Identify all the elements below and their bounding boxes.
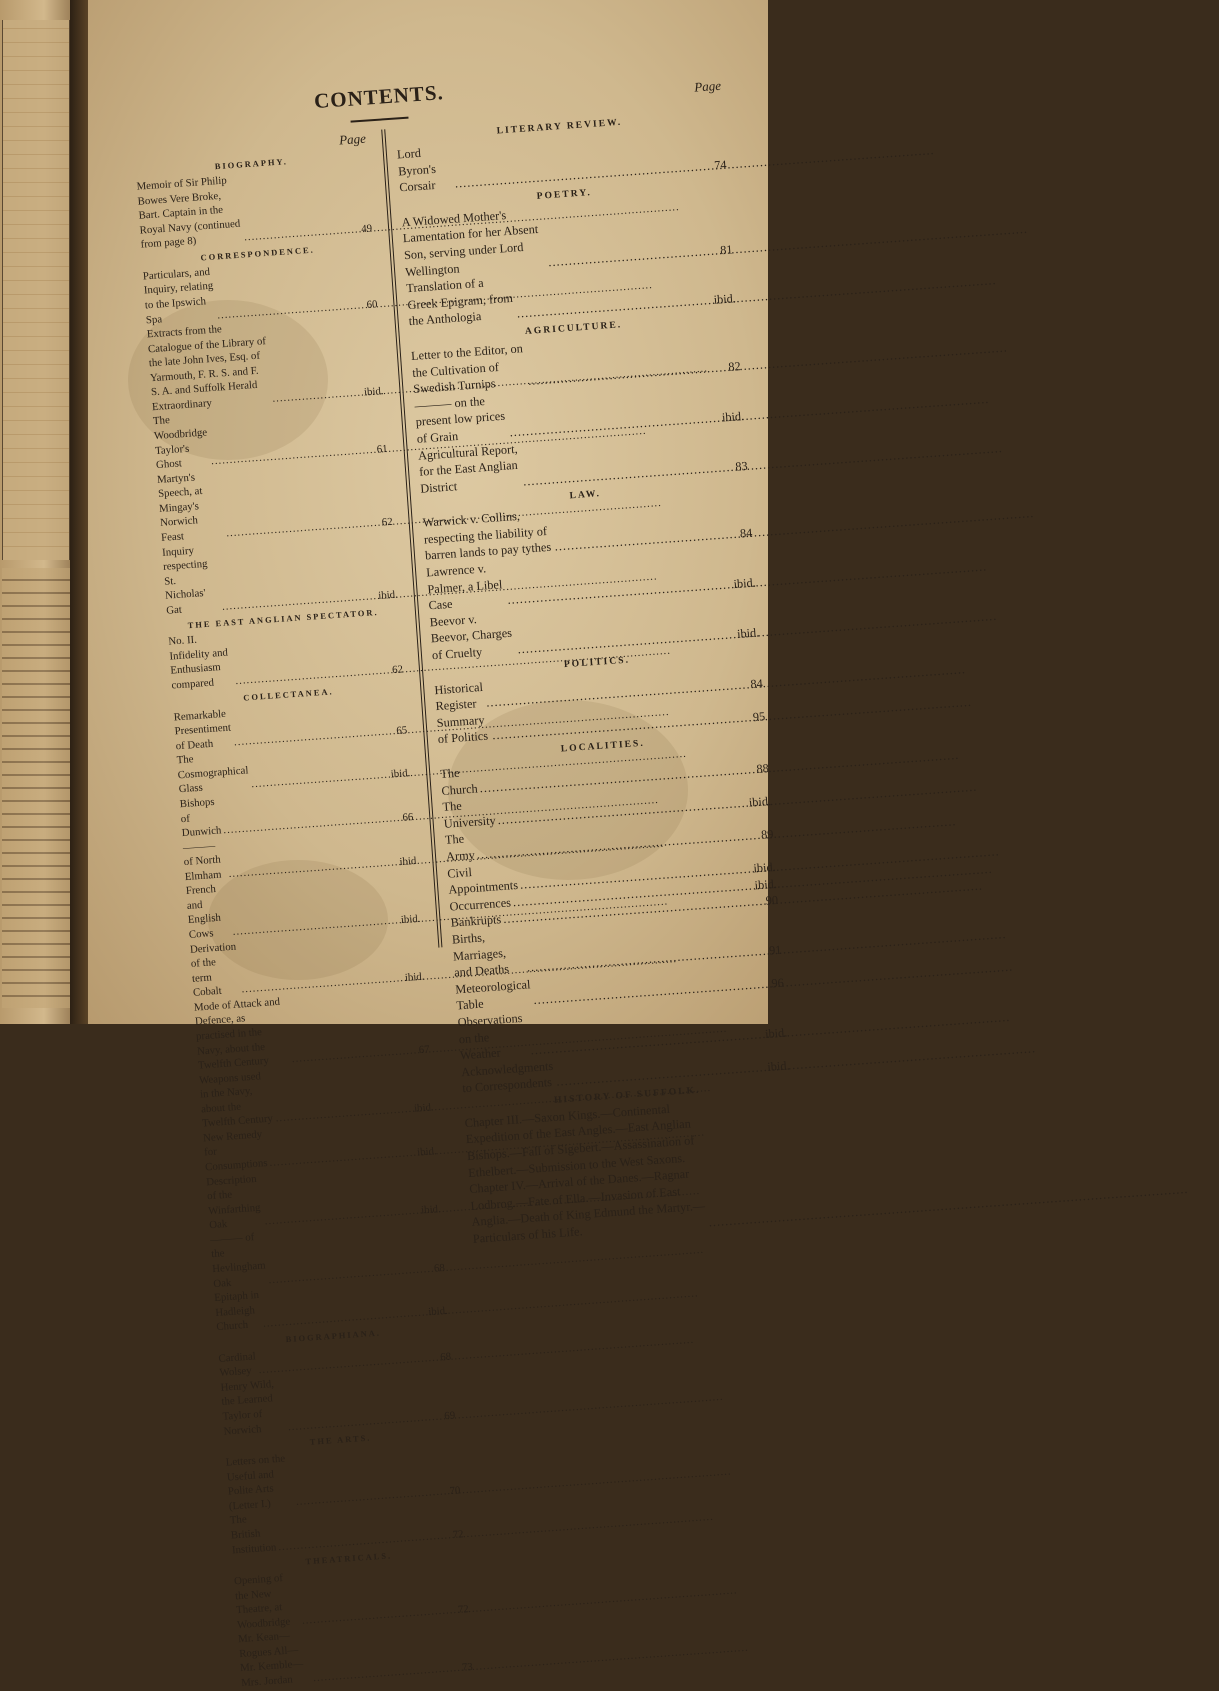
entry-page-number: ibid. <box>363 384 384 399</box>
entry-title: Opening of the New Theatre, at Woodbridge <box>233 1572 291 1631</box>
entry-title: Derivation of the term Cobalt <box>189 940 237 1000</box>
entry-title: The University <box>442 798 497 831</box>
entry-title: New Remedy for Consumptions <box>202 1128 268 1174</box>
entry-title: Lord Byron's Corsair <box>396 145 437 195</box>
entry-title: French and English Cows <box>185 883 222 941</box>
entry-title: Agricultural Report, for the East Anglian District <box>417 441 519 496</box>
entry-page-number: ibid. <box>766 1058 791 1075</box>
entry-title: The Church <box>439 765 479 798</box>
section-heading: THEATRICALS. <box>305 1550 393 1567</box>
entry-title: Martyn's Speech, at Mingay's Norwich Feast <box>156 471 203 544</box>
entry-title: Bishops of Dunwich <box>179 795 222 840</box>
entry-page-number: 82 <box>727 359 742 375</box>
entry-title: Extracts from the Catalogue of the Library of the late John Ives, Esq. of Yarmouth, F. R. S. and F. S. A. and Suffolk Herald Extraordinary <box>146 323 267 414</box>
dot-leader <box>244 223 349 245</box>
entry-page-number: ibid. <box>416 1145 438 1159</box>
entry-title: Mr. Kean—Rogues All—Mr. Kemble—Mrs. Jordan <box>237 1629 304 1690</box>
entry-page-number: ibid. <box>721 408 745 425</box>
entry-title: Inquiry respecting St. Nicholas' Gat <box>161 544 208 617</box>
entry-title: Chapter III.—Saxon Kings.—Continental Expedition of the East Angles.—East Anglian Bishops.—Fall of Sigebert.—Assassination of Ethelbert.—Submission to the West Saxons. Chapter IV.—Arrival of the Danes.—Ragnar Lodbrog.—Fate of Ella.—Invasion of East Anglia.—Death of King Edmund the Martyr.—Particulars of his Life. <box>464 1101 706 1246</box>
section-heading: BIOGRAPHY. <box>214 156 289 172</box>
entry-page-number: 74 <box>713 157 728 173</box>
entry-page-number: 89 <box>760 826 774 842</box>
entry-title: Warwick v. Collins, respecting the liability of barren lands to pay tythes <box>422 509 552 563</box>
entry-page-number: 61 <box>376 443 388 456</box>
entry-page-number: ibid. <box>736 625 760 641</box>
entry-title: Epitaph in Hadleigh Church <box>213 1289 260 1334</box>
entry-title: Letters on the Useful and Polite Arts (Letter I.) <box>225 1452 286 1513</box>
entry-page-number: ibid. <box>764 1025 788 1042</box>
entry-page-number: 95 <box>752 709 766 725</box>
entry-page-number: ibid. <box>413 1101 435 1115</box>
contents-entry <box>464 1092 800 1247</box>
entry-page-number: ibid. <box>748 793 772 810</box>
entry-page-number: 83 <box>734 458 749 474</box>
entry-title: Observations on the Weather <box>457 1010 523 1063</box>
entry-title: Mode of Attack and Defence, as practised in the Navy, about the Twelfth Century <box>193 995 281 1072</box>
entry-title: ——— of North Elmham <box>182 839 222 883</box>
entry-title: Letter to the Editor, on the Cultivation of Swedish Turnips <box>410 341 524 397</box>
entry-page-number: ibid <box>399 854 417 868</box>
contents-entry <box>168 619 403 693</box>
entry-page-number: ibid. <box>713 291 737 308</box>
entry-page-number: ibid. <box>420 1203 442 1217</box>
entry-page-number: 90 <box>765 893 779 908</box>
entry-page-number: ibid. <box>390 767 411 781</box>
page-column-label: Page <box>338 130 367 148</box>
entry-title: ——— on the present low prices of Grain <box>414 393 506 446</box>
entry-page-number: 60 <box>366 297 378 311</box>
entry-page-number: 91 <box>768 942 782 958</box>
page-column-label: Page <box>693 77 722 95</box>
entry-page-number: ibid. <box>752 860 777 876</box>
entry-title: Memoir of Sir Philip Bowes Vere Broke, Bart. Captain in the Royal Navy (continued from page 8) <box>136 174 241 251</box>
section-heading: LAW. <box>569 488 602 502</box>
entry-title: The Cosmographical Glass <box>176 753 249 796</box>
entry-title: Births, Marriages, and Deaths <box>451 930 510 980</box>
entry-page-number: ibid. <box>754 876 778 893</box>
facing-page-table <box>2 20 70 560</box>
facing-page <box>0 0 80 1024</box>
entry-page-number <box>779 1225 801 1227</box>
entry-page-number: ibid. <box>733 575 757 592</box>
page-title: CONTENTS. <box>313 80 445 114</box>
entry-title: Acknowledgments to Correspondents <box>460 1058 554 1096</box>
entry-title: Occurrences <box>449 895 512 914</box>
entry-page-number: 68 <box>433 1261 446 1275</box>
entry-title: Summary of Politics <box>436 712 489 747</box>
entry-title: Meteorological Table <box>454 976 531 1013</box>
entry-page-number: 72 <box>452 1527 464 1541</box>
contents-sheet <box>130 51 791 1690</box>
section-heading: POETRY. <box>536 186 593 202</box>
section-heading: LOCALITIES. <box>560 737 646 755</box>
entry-page-number: 88 <box>755 760 770 776</box>
title-rule <box>351 117 409 123</box>
section-heading: COLLECTANEA. <box>242 685 334 703</box>
entry-title: The British Institution <box>229 1513 277 1556</box>
section-heading: POLITICS. <box>563 654 631 670</box>
entry-page-number: 49 <box>360 222 373 236</box>
entry-title: The Woodbridge Taylor's Ghost <box>152 414 208 472</box>
entry-page-number: 66 <box>402 811 414 824</box>
section-heading: CORRESPONDENCE. <box>200 244 315 263</box>
entry-page-number: 72 <box>457 1602 470 1616</box>
entry-page-number: 73 <box>461 1660 474 1674</box>
entry-page-number: 65 <box>395 723 408 737</box>
entry-page-number: 62 <box>391 663 404 677</box>
entry-title: ——— of the Hevlingham Oak <box>209 1230 266 1290</box>
entry-title: Beevor v. Beevor, Charges of Cruelty <box>429 611 513 663</box>
entry-title: Lawrence v. Palmer, a Libel Case <box>425 561 503 613</box>
entry-title: Civil Appointments <box>446 864 519 897</box>
entry-title: Particulars, and Inquiry, relating to the Ipswich Spa <box>142 265 214 326</box>
entry-page-number: 96 <box>770 975 785 991</box>
entry-title: The Army <box>444 831 476 864</box>
entry-page-number: ibid. <box>400 912 421 927</box>
entry-page-number: 62 <box>381 515 394 529</box>
entry-page-number: 84 <box>739 526 753 541</box>
entry-title: A Widowed Mother's Lamentation for her Absent Son, serving under Lord Wellington <box>401 207 539 279</box>
dot-leader <box>313 1662 450 1686</box>
section-heading: LITERARY REVIEW. <box>496 116 623 137</box>
entry-page-number: ibid. <box>404 970 425 985</box>
entry-title: Description of the Winfarthing Oak <box>205 1172 261 1232</box>
entry-title: Weapons used in the Navy, about the Twelfth Century <box>198 1069 274 1130</box>
contents-entry <box>162 529 399 618</box>
entry-page-number: 67 <box>418 1043 430 1057</box>
entry-title: Remarkable Presentiment of Death <box>173 707 232 753</box>
entry-title: No. II. Infidelity and Enthusiasm compared <box>168 633 229 692</box>
dot-leader <box>708 1210 777 1231</box>
section-heading: THE EAST ANGLIAN SPECTATOR. <box>187 607 379 631</box>
entry-page-number: ibid. <box>377 588 399 602</box>
entry-page-number: 69 <box>443 1409 456 1422</box>
section-heading: HISTORY OF SUFFOLK. <box>553 1084 701 1106</box>
section-heading: BIOGRAPHIANA. <box>285 1327 382 1344</box>
entry-title: Translation of a Greek Epigram, from the Anthologia <box>405 275 514 329</box>
contents-entry <box>146 311 384 414</box>
section-heading: AGRICULTURE. <box>524 319 623 337</box>
entry-title: Henry Wild, the Learned Taylor of Norwich <box>220 1378 275 1438</box>
entry-page-number: ibid. <box>427 1305 449 1319</box>
facing-page-text <box>2 568 72 1008</box>
contents-entry <box>136 164 373 253</box>
entry-page-number: 81 <box>719 241 733 257</box>
entry-title: Historical Register <box>433 679 484 714</box>
entry-title: Bankrupts <box>450 912 502 930</box>
entry-page-number: 84 <box>750 676 764 692</box>
entry-page-number: 68 <box>439 1351 452 1364</box>
section-heading: THE ARTS. <box>309 1432 372 1447</box>
entry-page-number: 70 <box>449 1484 461 1497</box>
entry-title: Cardinal Wolsey <box>218 1350 257 1380</box>
